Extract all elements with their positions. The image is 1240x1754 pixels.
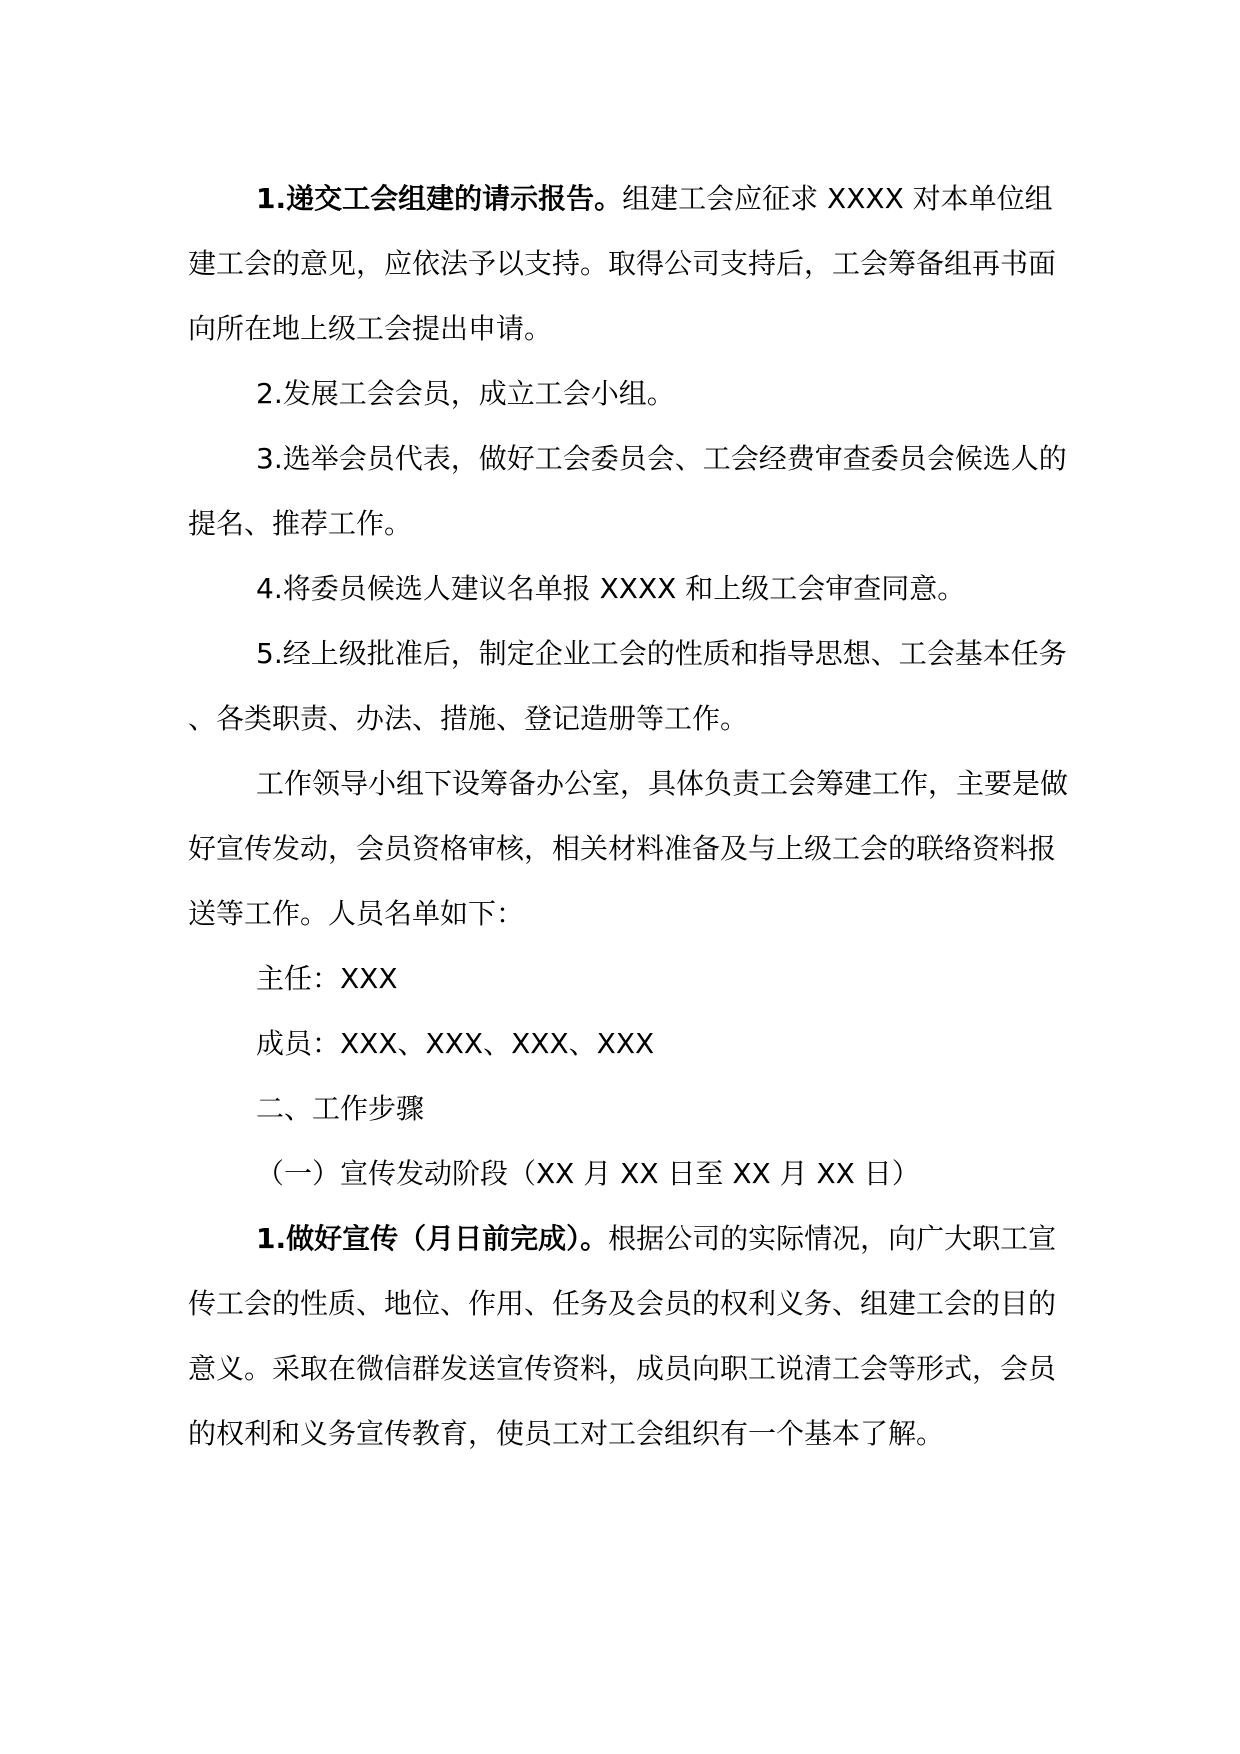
paragraph-5: 5.经上级批准后，制定企业工会的性质和指导思想、工会基本任务、各类职责、办法、措施、登记造册等工作。 — [188, 637, 1067, 735]
paragraph-publicity — [188, 1206, 1068, 1466]
paragraph-1-text: 组建工会应征求 XXXX 对本单位组建工会的意见，应依法予以支持。取得公司支持后，工会筹备组再书面向所在地上级工会提出申请。 — [188, 182, 1057, 345]
document-body — [188, 166, 1068, 1466]
subsection-heading: （一）宣传发动阶段（XX 月 XX 日至 XX 月 XX 日） — [256, 1157, 920, 1190]
paragraph-1 — [188, 166, 1068, 361]
paragraph-2: 2.发展工会会员，成立工会小组。 — [256, 377, 675, 410]
paragraph-publicity-text: 根据公司的实际情况，向广大职工宣传工会的性质、地位、作用、任务及会员的权利义务、组建工会的目的意义。采取在微信群发送宣传资料，成员向职工说清工会等形式，会员的权利和义务宣传教育，使员工对工会组织有一个基本了解。 — [188, 1222, 1057, 1450]
paragraph-6: 工作领导小组下设筹备办公室，具体负责工会筹建工作，主要是做好宣传发动，会员资格审核，相关材料准备及与上级工会的联络资料报送等工作。人员名单如下： — [188, 767, 1069, 930]
section-heading: 二、工作步骤 — [256, 1092, 425, 1125]
paragraph-publicity-lead: 1.做好宣传（月日前完成）。 — [256, 1222, 609, 1255]
paragraph-4: 4.将委员候选人建议名单报 XXXX 和上级工会审查同意。 — [256, 572, 966, 605]
paragraph-director: 主任：XXX — [256, 962, 398, 995]
paragraph-1-lead: 1.递交工会组建的请示报告。 — [256, 182, 623, 215]
paragraph-3: 3.选举会员代表，做好工会委员会、工会经费审查委员会候选人的提名、推荐工作。 — [188, 442, 1067, 540]
paragraph-members: 成员：XXX、XXX、XXX、XXX — [256, 1027, 655, 1060]
